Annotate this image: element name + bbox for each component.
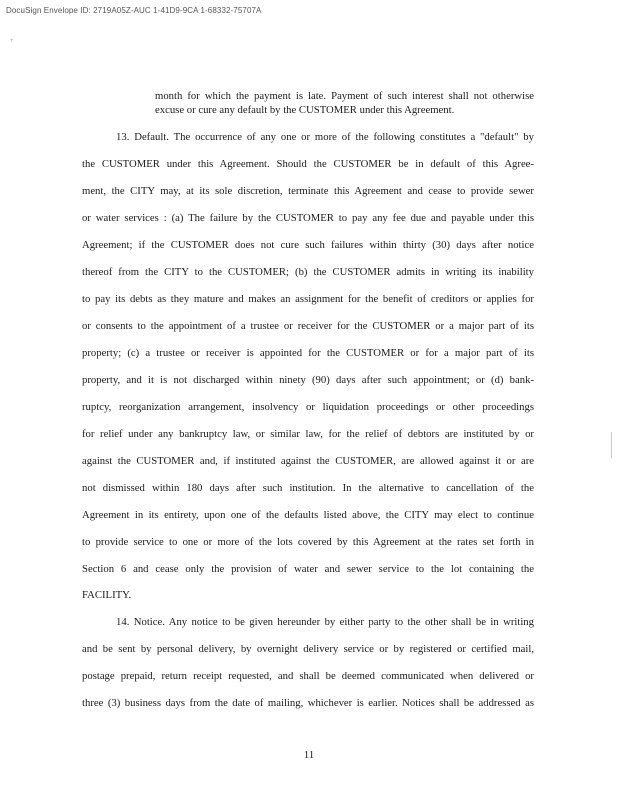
body-line: Agreement in its entirety, upon one of the defaults listed above, the CITY may elect to continue	[82, 509, 534, 521]
body-line: thereof from the CITY to the CUSTOMER; (b) the CUSTOMER admits in writing its inability	[82, 266, 534, 278]
docusign-envelope-id: DocuSign Envelope ID: 2719A05Z-AUC 1-41D9-9CA 1-68332-75707A	[6, 6, 262, 15]
body-line: ruptcy, reorganization arrangement, insolvency or liquidation proceedings or other proceedings	[82, 401, 534, 413]
body-line: not dismissed within 180 days after such institution. In the alternative to cancellation of the	[82, 482, 534, 494]
body-line: property; (c) a trustee or receiver is appointed for the CUSTOMER or for a major part of its	[82, 347, 534, 359]
body-line: against the CUSTOMER and, if instituted against the CUSTOMER, are allowed against it or are	[82, 455, 534, 467]
body-line: postage prepaid, return receipt requested, and shall be deemed communicated when delivered or	[82, 670, 534, 682]
body-line: and be sent by personal delivery, by overnight delivery service or by registered or certified mail,	[82, 643, 534, 655]
body-line: to pay its debts as they mature and makes an assignment for the benefit of creditors or applies for	[82, 293, 534, 305]
body-line: to provide service to one or more of the lots covered by this Agreement at the rates set forth in	[82, 536, 534, 548]
body-line: for relief under any bankruptcy law, or similar law, for the relief of debtors are instituted by or	[82, 428, 534, 440]
body-line: or water services : (a) The failure by the CUSTOMER to pay any fee due and payable under this	[82, 212, 534, 224]
body-line: ment, the CITY may, at its sole discretion, terminate this Agreement and cease to provide sewer	[82, 185, 534, 197]
body-line: three (3) business days from the date of mailing, whichever is earlier. Notices shall be addressed as	[82, 697, 534, 709]
body-line: or consents to the appointment of a trustee or receiver for the CUSTOMER or a major part of its	[82, 320, 534, 332]
body-line: excuse or cure any default by the CUSTOMER under this Agreement.	[155, 104, 455, 116]
body-line: Section 6 and cease only the provision of water and sewer service to the lot containing the	[82, 563, 534, 575]
margin-mark	[611, 432, 612, 458]
scan-mark: +	[10, 38, 14, 44]
body-line: Agreement; if the CUSTOMER does not cure such failures within thirty (30) days after notice	[82, 239, 534, 251]
section-14-heading-line: 14. Notice. Any notice to be given hereunder by either party to the other shall be in writing	[116, 616, 534, 628]
section-13-heading-line: 13. Default. The occurrence of any one or more of the following constitutes a "default" by	[116, 131, 534, 143]
body-line: the CUSTOMER under this Agreement. Should the CUSTOMER be in default of this Agree-	[82, 158, 534, 170]
body-line: FACILITY.	[82, 589, 132, 601]
body-line: property, and it is not discharged within ninety (90) days after such appointment; or (d) bank-	[82, 374, 534, 386]
body-line: month for which the payment is late. Payment of such interest shall not otherwise	[155, 90, 534, 102]
page-number: 11	[303, 749, 315, 761]
